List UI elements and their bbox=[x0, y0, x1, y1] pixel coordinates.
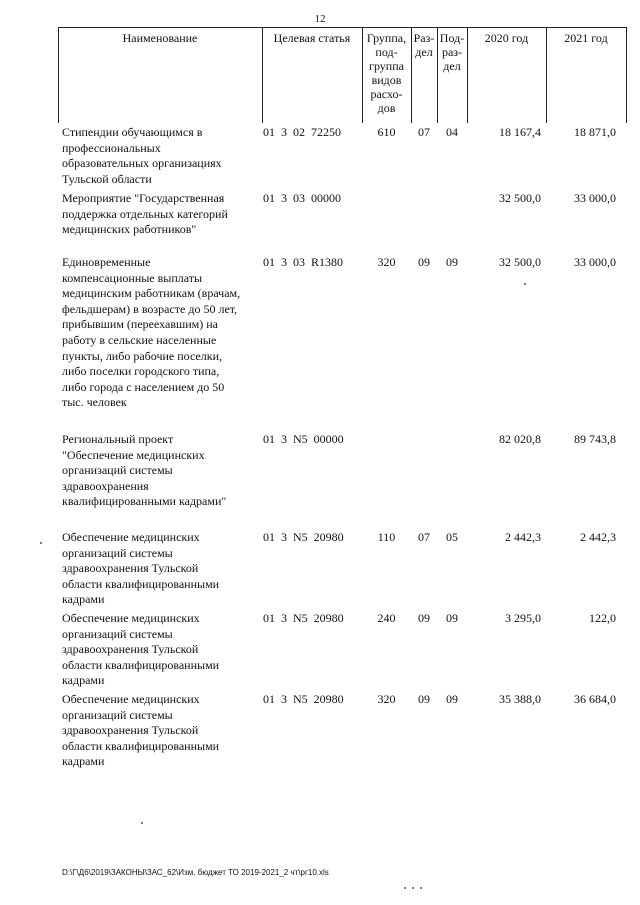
row-name-line: кадрами bbox=[62, 673, 105, 688]
header-section bbox=[411, 31, 437, 59]
row-name-line: либо поселки городского типа, bbox=[62, 364, 220, 379]
header-name: Наименование bbox=[122, 31, 198, 45]
row-amount-2021: 33 000,0 bbox=[574, 191, 616, 205]
scan-speck bbox=[141, 822, 143, 824]
row-name-line: квалифицированными кадрами" bbox=[62, 494, 227, 509]
row-name-line: здравоохранения Тульской bbox=[62, 642, 199, 657]
row-name-line: Стипендии обучающимся в bbox=[62, 125, 203, 139]
row-subsection: 09 bbox=[446, 611, 458, 625]
row-target-code: 01 3 03 00000 bbox=[263, 191, 341, 205]
header-subsection-line: дел bbox=[443, 59, 461, 73]
row-name-line: области квалифицированными bbox=[62, 576, 220, 591]
scan-speck bbox=[412, 887, 414, 889]
row-name-line: Региональный проект bbox=[62, 432, 174, 446]
row-name-line: Единовременные bbox=[62, 255, 151, 269]
row-amount-2021: 2 442,3 bbox=[580, 530, 616, 544]
row-amount-2021: 89 743,8 bbox=[574, 432, 616, 446]
row-section: 07 bbox=[418, 125, 430, 139]
row-name-line: "Обеспечение медицинских bbox=[62, 447, 205, 462]
row-name-line: Мероприятие "Государственная bbox=[62, 191, 225, 205]
row-target-code: 01 3 N5 20980 bbox=[263, 611, 344, 625]
row-amount-2020: 18 167,4 bbox=[499, 125, 541, 139]
row-name-line: организаций системы bbox=[62, 463, 173, 478]
header-year-2021: 2021 год bbox=[564, 31, 608, 45]
row-amount-2021: 18 871,0 bbox=[574, 125, 616, 139]
row-name-line: здравоохранения Тульской bbox=[62, 561, 199, 576]
row-name bbox=[62, 255, 274, 411]
header-divider bbox=[626, 27, 627, 123]
row-name bbox=[62, 432, 274, 510]
row-name bbox=[62, 191, 274, 238]
row-group: 320 bbox=[377, 692, 396, 706]
header-subsection-line: Под- bbox=[439, 31, 465, 45]
row-name-line: организаций системы bbox=[62, 545, 173, 560]
row-group: 320 bbox=[377, 255, 396, 269]
row-target-code: 01 3 N5 00000 bbox=[263, 432, 344, 446]
row-subsection: 09 bbox=[446, 255, 458, 269]
header-top-border bbox=[58, 27, 627, 28]
page-number: 12 bbox=[314, 13, 326, 25]
header-target: Целевая статья bbox=[273, 31, 351, 45]
row-amount-2020: 3 295,0 bbox=[505, 611, 541, 625]
header-group-line: группа bbox=[369, 59, 404, 73]
scan-speck bbox=[40, 542, 42, 544]
row-name-line: Обеспечение медицинских bbox=[62, 692, 200, 706]
row-name bbox=[62, 692, 274, 770]
file-path-footer: D:\Г\Д6\2019\ЗАКОНЫ\ЗАС_62\Изм. бюджет ТО 2019-2021_2 чт\рг10.xls bbox=[62, 868, 329, 877]
row-amount-2020: 35 388,0 bbox=[499, 692, 541, 706]
row-name-line: Тульской области bbox=[62, 171, 152, 186]
row-target-code: 01 3 N5 20980 bbox=[263, 692, 344, 706]
row-name-line: кадрами bbox=[62, 754, 105, 769]
row-target-code: 01 3 N5 20980 bbox=[263, 530, 344, 544]
row-group: 610 bbox=[377, 125, 396, 139]
row-amount-2020: 82 020,8 bbox=[499, 432, 541, 446]
row-group: 240 bbox=[377, 611, 396, 625]
row-name-line: здравоохранения Тульской bbox=[62, 723, 199, 738]
header-group-line: Группа, bbox=[366, 31, 407, 45]
row-name-line: Обеспечение медицинских bbox=[62, 611, 200, 625]
row-name-line: работу в сельские населенные bbox=[62, 332, 217, 347]
row-subsection: 04 bbox=[446, 125, 458, 139]
row-name-line: организаций системы bbox=[62, 626, 173, 641]
row-amount-2020: 32 500,0 bbox=[499, 191, 541, 205]
row-name-line: компенсационные выплаты bbox=[62, 270, 203, 285]
row-name-line: медицинским работникам (врачам, bbox=[62, 286, 241, 301]
header-subsection-line: раз- bbox=[441, 45, 463, 59]
scan-speck bbox=[524, 283, 526, 285]
row-name-line: медицинских работников" bbox=[62, 222, 197, 237]
header-section-line: Раз- bbox=[413, 31, 435, 45]
header-section-line: дел bbox=[415, 45, 433, 59]
row-amount-2021: 122,0 bbox=[589, 611, 616, 625]
row-section: 09 bbox=[418, 611, 430, 625]
scan-speck bbox=[404, 887, 406, 889]
row-amount-2020: 2 442,3 bbox=[505, 530, 541, 544]
row-name-line: прибывшим (переехавшим) на bbox=[62, 317, 219, 332]
row-name-line: здравоохранения bbox=[62, 478, 149, 493]
header-group bbox=[362, 31, 411, 115]
row-group: 110 bbox=[377, 530, 396, 544]
row-amount-2021: 36 684,0 bbox=[574, 692, 616, 706]
row-target-code: 01 3 02 72250 bbox=[263, 125, 341, 139]
row-name-line: поддержка отдельных категорий bbox=[62, 206, 228, 221]
header-group-line: дов bbox=[377, 101, 396, 115]
row-name-line: фельдшерам) в возрасте до 50 лет, bbox=[62, 301, 238, 316]
row-section: 09 bbox=[418, 255, 430, 269]
header-subsection bbox=[437, 31, 467, 73]
row-name-line: организаций системы bbox=[62, 707, 173, 722]
row-name-line: кадрами bbox=[62, 592, 105, 607]
row-target-code: 01 3 03 R1380 bbox=[263, 255, 344, 269]
row-name-line: профессиональных bbox=[62, 140, 161, 155]
row-section: 09 bbox=[418, 692, 430, 706]
header-group-line: под- bbox=[375, 45, 398, 59]
header-year-2020: 2020 год bbox=[484, 31, 529, 45]
row-name-line: области квалифицированными bbox=[62, 657, 220, 672]
row-name bbox=[62, 611, 274, 689]
row-name-line: образовательных организациях bbox=[62, 156, 222, 171]
row-amount-2020: 32 500,0 bbox=[499, 255, 541, 269]
row-amount-2021: 33 000,0 bbox=[574, 255, 616, 269]
row-name-line: тыс. человек bbox=[62, 395, 127, 410]
row-name-line: пункты, либо рабочие поселки, bbox=[62, 348, 223, 363]
row-name-line: либо города с населением до 50 bbox=[62, 379, 225, 394]
header-group-line: расхо- bbox=[370, 87, 403, 101]
row-name bbox=[62, 125, 274, 187]
row-subsection: 09 bbox=[446, 692, 458, 706]
header-group-line: видов bbox=[371, 73, 402, 87]
row-subsection: 05 bbox=[446, 530, 458, 544]
row-name-line: области квалифицированными bbox=[62, 738, 220, 753]
row-section: 07 bbox=[418, 530, 430, 544]
row-name-line: Обеспечение медицинских bbox=[62, 530, 200, 544]
scan-speck bbox=[420, 887, 422, 889]
row-name bbox=[62, 530, 274, 608]
